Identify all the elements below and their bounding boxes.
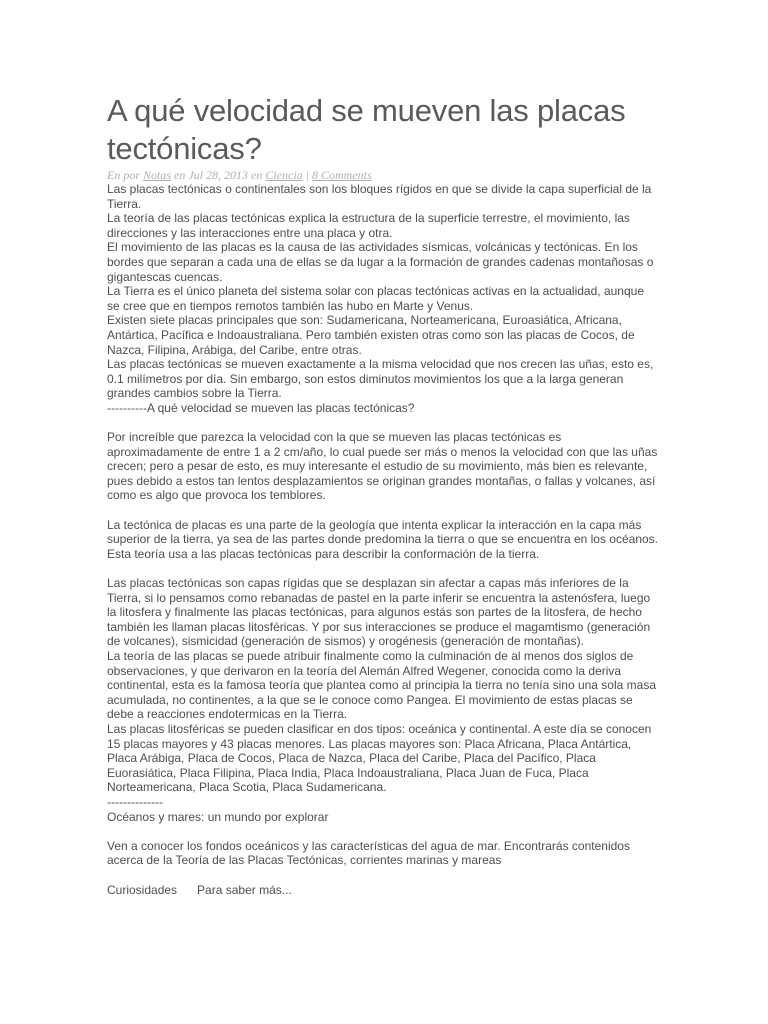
paragraph: Las placas tectónicas o continentales son los bloques rígidos en que se divide la capa superficial de la Tierra. — [107, 182, 652, 211]
promo-heading: Océanos y mares: un mundo por explorar — [107, 809, 329, 824]
paragraph: Existen siete placas principales que son: Sudamericana, Norteamericana, Euroasiática, Africana, Antártica, Pacífica e Indoaustraliana. Pero también existen otras como son las placas de Cocos, de Nazca, Filipina, Arábiga, del Caribe, entre otras. — [107, 313, 635, 357]
article-body — [107, 182, 659, 883]
paragraph: Las placas litosféricas se pueden clasificar en dos tipos: oceánica y continental. A este día se conocen 15 placas mayores y 43 placas menores. Las placas mayores son: Placa Africana, Placa Antártica, Placa Arábiga, Placa de Cocos, Placa de Nazca, Placa del Caribe, Placa del Pacífico, Placa Euorasiática, Placa Filipina, Placa India, Placa Indoaustraliana, Placa Juan de Fuca, Placa Norteamericana, Placa Scotia, Placa Sudamericana. — [107, 721, 652, 795]
paragraph: La tectónica de placas es una parte de la geología que intenta explicar la interacción en la capa más superior de la tierra, ya sea de las partes donde predomina la tierra o que se encuentra en los océanos. Esta teoría usa a las placas tectónicas para describir la conformación de la tierra. — [107, 517, 659, 561]
paragraph: Por increíble que parezca la velocidad con la que se mueven las placas tectónicas es aproximadamente de entre 1 a 2 cm/año, lo cual puede ser más o menos la velocidad con que las uñas crecen; pero a pesar de esto, es muy interesante el estudio de su movimiento, más bien es relevante, pues debido a estos tan lentos desplazamientos se originan grandes montañas, o fallas y volcanes, así como es algo que provoca los temblores. — [107, 430, 658, 503]
meta-prefix: En por — [107, 168, 143, 182]
paragraph: El movimiento de las placas es la causa de las actividades sísmicas, volcánicas y tectónicas. En los bordes que separan a cada una de ellas se da lugar a la formación de grandes cadenas montañosas o gigantescas cuencas. — [107, 240, 654, 284]
spacer — [107, 416, 659, 431]
spacer — [107, 824, 659, 839]
paragraph: La Tierra es el único planeta del sistema solar con placas tectónicas activas en la actualidad, aunque se cree que en tiempos remotos también las hubo en Marte y Venus. — [107, 284, 644, 313]
footer-links — [107, 883, 659, 898]
paragraph: La teoría de las placas tectónicas explica la estructura de la superficie terrestre, el movimiento, las direcciones y las interacciones entre una placa y otra. — [107, 211, 630, 240]
paragraph: Las placas tectónicas son capas rígidas que se desplazan sin afectar a capas más inferiores de la Tierra, si lo pensamos como rebanadas de pastel en la parte inferir se encuentra la astenósfera, luego la litosfera y finalmente las placas tectónicas, para algunos estás son partes de la litosfera, de hecho también les llaman placas litosféricas. Y por sus interacciones se produce el magamtismo (generación de volcanes), sismicidad (generación de sismos) y orogénesis (generación de montañas). — [107, 576, 651, 649]
section-divider-heading: ----------A qué velocidad se mueven las placas tectónicas? — [107, 400, 415, 415]
post-meta — [107, 168, 659, 182]
spacer — [107, 868, 659, 883]
page-title: A qué velocidad se mueven las placas tectónicas? — [107, 93, 626, 166]
curiosidades-link[interactable]: Curiosidades — [107, 882, 178, 897]
meta-date: en Jul 28, 2013 en — [171, 168, 266, 182]
spacer — [107, 561, 659, 576]
paragraph: La teoría de las placas se puede atribuir finalmente como la culminación de al menos dos siglos de observaciones, y que derivaron en la teoría del Alemán Alfred Wegener, conocida como la deriva continental, esta es la famosa teoría que plantea como al principia la tierra no tenía sino una sola masa acumulada, no continentes, a la que se le conoce como Pangea. El movimiento de estas placas se debe a reacciones endotermicas en la Tierra. — [107, 649, 656, 722]
article — [107, 0, 659, 897]
divider-line: -------------- — [107, 794, 163, 809]
comments-link[interactable]: 8 Comments — [311, 168, 372, 182]
spacer — [107, 503, 659, 518]
paragraph: Las placas tectónicas se mueven exactamente a la misma velocidad que nos crecen las uñas, esto es, 0.1 milímetros por día. Sin embargo, son estos diminutos movimientos los que a la larga generan grandes cambios sobre la Tierra. — [107, 357, 654, 401]
author-link[interactable]: Notas — [143, 168, 172, 182]
meta-divider: | — [302, 168, 312, 182]
category-link[interactable]: Ciencia — [265, 168, 303, 182]
promo-text: Ven a conocer los fondos oceánicos y las características del agua de mar. Encontrarás contenidos acerca de la Teoría de las Placas Tectónicas, corrientes marinas y mareas — [107, 838, 630, 868]
saber-mas-link[interactable]: Para saber más... — [197, 882, 292, 897]
